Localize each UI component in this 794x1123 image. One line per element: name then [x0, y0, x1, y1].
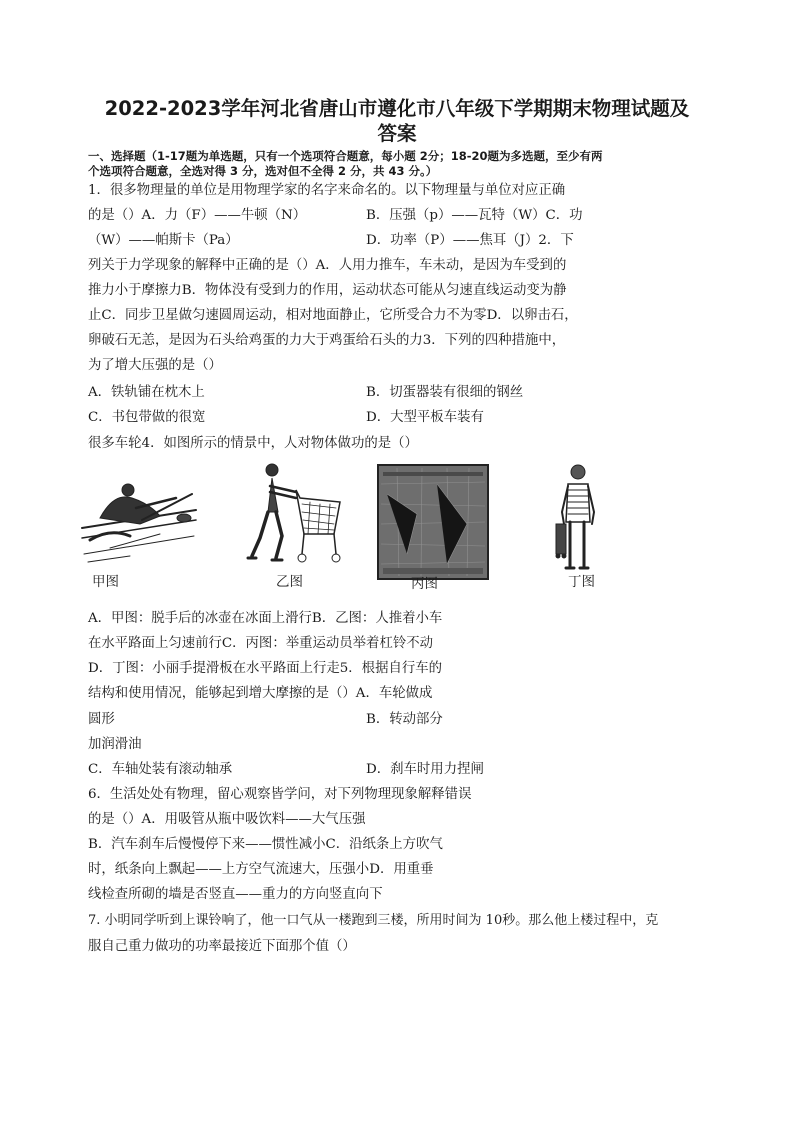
figure-curling-illustration [80, 458, 198, 588]
figure-weightlifting-photo [377, 464, 489, 580]
figure-shopping-cart-illustration [238, 458, 346, 588]
question-5-option-d: D．刹车时用力捏闸 [366, 762, 484, 777]
question-5-option-a: 圆形 [88, 712, 115, 727]
question-5-option-c: C．车轴处装有滚动轴承 [88, 762, 233, 777]
question-5-option-b-continued: 加润滑油 [88, 737, 142, 752]
question-7-line: 服自己重力做功的功率最接近下面那个值（） [88, 939, 356, 954]
section-heading: 一、选择题（1-17题为单选题，只有一个选项符合题意，每小题 2分；18-20题为多选题，至少有两 [88, 149, 603, 163]
question-3-option-a: A．铁轨铺在枕木上 [88, 385, 205, 400]
question-7-line: 7. 小明同学听到上课铃响了，他一口气从一楼跑到三楼，所用时间为 10秒。那么他上楼过程中，克 [88, 913, 659, 928]
document-title: 2022-2023学年河北省唐山市遵化市八年级下学期期末物理试题及 [104, 97, 690, 120]
question-6-line: 6．生活处处有物理，留心观察皆学问，对下列物理现象解释错误 [88, 787, 472, 802]
document-title-continued: 答案 [377, 122, 417, 145]
question-6-option-bc: B．汽车刹车后慢慢停下来——惯性减小C．沿纸条上方吹气 [88, 837, 443, 852]
question-1-option-c: （W）——帕斯卡（Pa） [88, 233, 239, 248]
question-2-line: 推力小于摩擦力B．物体没有受到力的作用，运动状态可能从匀速直线运动变为静 [88, 283, 567, 298]
figure-label-yi: 乙图 [276, 574, 303, 590]
question-1-line: 1．很多物理量的单位是用物理学家的名字来命名的。以下物理量与单位对应正确 [88, 183, 566, 198]
question-3-option-c: C．书包带做的很宽 [88, 410, 206, 425]
question-6-option-a: 的是（）A．用吸管从瓶中吸饮料——大气压强 [88, 812, 366, 827]
question-5-line: D．丁图：小丽手提滑板在水平路面上行走5．根据自行车的 [88, 661, 443, 676]
question-3-option-b: B．切蛋器装有很细的钢丝 [366, 385, 524, 400]
question-1-option-d: D．功率（P）——焦耳（J）2．下 [366, 233, 574, 248]
question-1-option-b: B．压强（p）——瓦特（W）C．功 [366, 208, 583, 223]
figure-girl-skateboard-illustration [548, 462, 608, 586]
question-4-option-ab: A．甲图：脱手后的冰壶在冰面上滑行B．乙图：人推着小车 [88, 611, 443, 626]
figure-label-bing: 丙图 [411, 576, 438, 592]
question-2-line: 止C．同步卫星做匀速圆周运动，相对地面静止，它所受合力不为零D．以卵击石， [88, 308, 578, 323]
question-1-option-a: 的是（）A．力（F）——牛顿（N） [88, 208, 307, 223]
figure-label-jia: 甲图 [92, 574, 119, 590]
question-6-option-d: 线检查所砌的墙是否竖直——重力的方向竖直向下 [88, 887, 383, 902]
question-6-option-cd: 时，纸条向上飘起——上方空气流速大，压强小D．用重垂 [88, 862, 434, 877]
question-4-line: 很多车轮4．如图所示的情景中，人对物体做功的是（） [88, 436, 418, 451]
figure-label-ding: 丁图 [568, 574, 595, 590]
question-5-line: 结构和使用情况，能够起到增大摩擦的是（）A．车轮做成 [88, 686, 433, 701]
question-5-option-b: B．转动部分 [366, 712, 443, 727]
section-heading-continued: 个选项符合题意，全选对得 3 分，选对但不全得 2 分，共 43 分。） [88, 164, 438, 178]
question-3-option-d: D．大型平板车装有 [366, 410, 484, 425]
question-2-line: 列关于力学现象的解释中正确的是（）A．人用力推车，车未动，是因为车受到的 [88, 258, 567, 273]
question-2-line: 卵破石无恙，是因为石头给鸡蛋的力大于鸡蛋给石头的力3．下列的四种措施中， [88, 333, 566, 348]
question-4-option-bc: 在水平路面上匀速前行C．丙图：举重运动员举着杠铃不动 [88, 636, 434, 651]
question-3-line: 为了增大压强的是（） [88, 358, 222, 373]
